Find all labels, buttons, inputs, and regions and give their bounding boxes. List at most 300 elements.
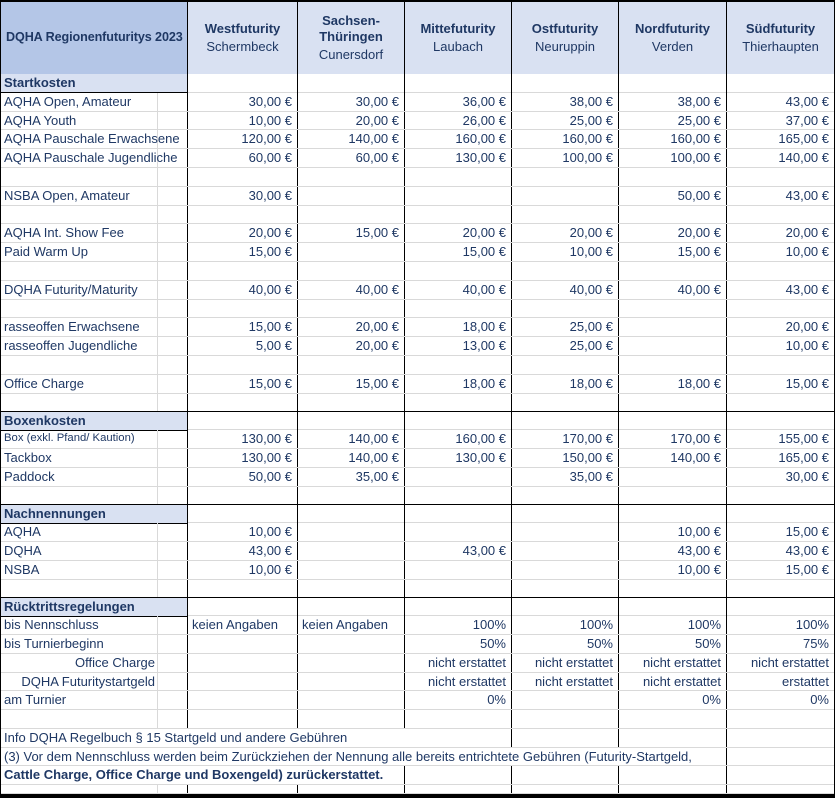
section-empty-cell xyxy=(404,74,511,93)
table-row xyxy=(1,468,834,487)
spacer-cell xyxy=(157,281,187,299)
cell-value: nicht erstattet xyxy=(511,654,618,672)
empty-cell xyxy=(297,262,404,280)
empty-cell xyxy=(618,318,726,336)
table-row xyxy=(1,93,834,112)
table-row xyxy=(1,542,834,561)
empty-cell xyxy=(297,673,404,691)
spacer-cell xyxy=(157,523,187,541)
empty-cell xyxy=(511,785,618,793)
cell-value: 26,00 € xyxy=(404,112,511,130)
empty-cell xyxy=(187,635,297,653)
table-row xyxy=(1,616,834,635)
cell-value: 155,00 € xyxy=(726,430,834,448)
table-row xyxy=(1,430,834,449)
spacer-cell xyxy=(157,112,187,130)
cell-value: 13,00 € xyxy=(404,337,511,355)
section-empty-cell xyxy=(726,598,834,617)
row-label: AQHA Open, Amateur xyxy=(4,93,132,109)
cell-value: 18,00 € xyxy=(511,375,618,393)
spacer-cell xyxy=(157,673,187,691)
spacer-cell xyxy=(157,262,187,280)
spacer-cell xyxy=(157,691,187,709)
spacer-cell xyxy=(157,561,187,579)
cell-value: 43,00 € xyxy=(404,542,511,560)
empty-cell xyxy=(187,710,297,728)
cell-value: 0% xyxy=(726,691,834,709)
empty-cell xyxy=(618,487,726,505)
cell-value: 15,00 € xyxy=(187,375,297,393)
empty-cell xyxy=(297,300,404,318)
cell-value: 40,00 € xyxy=(618,281,726,299)
empty-cell xyxy=(297,785,404,793)
spacer-cell xyxy=(157,206,187,224)
column-name: Sachsen-Thüringen xyxy=(319,13,383,44)
row-label: AQHA Pauschale Jugendliche xyxy=(4,150,178,166)
cell-value: 15,00 € xyxy=(726,561,834,579)
blank-row xyxy=(1,262,834,281)
section-empty-cell xyxy=(187,74,297,93)
empty-cell xyxy=(404,168,511,186)
section-empty-cell xyxy=(187,598,297,617)
cell-value: keien Angaben xyxy=(187,616,297,634)
table-row xyxy=(1,112,834,131)
label-empty-cell xyxy=(1,710,157,728)
cell-value: 5,00 € xyxy=(187,337,297,355)
empty-cell xyxy=(297,394,404,412)
spacer-cell xyxy=(157,449,187,467)
row-label: DQHA Futuritystartgeld xyxy=(21,673,155,689)
empty-cell xyxy=(618,356,726,374)
cell-value: 20,00 € xyxy=(297,318,404,336)
empty-cell xyxy=(404,785,511,793)
empty-cell xyxy=(404,468,511,486)
cell-value: 10,00 € xyxy=(618,561,726,579)
footer-empty-cell xyxy=(726,766,834,784)
cell-value: 20,00 € xyxy=(187,224,297,242)
empty-cell xyxy=(187,206,297,224)
section-empty-cell xyxy=(726,412,834,431)
table-row xyxy=(1,243,834,262)
section-empty-cell xyxy=(297,412,404,431)
cell-value: 160,00 € xyxy=(404,130,511,148)
section-empty-cell xyxy=(297,598,404,617)
cell-value: 30,00 € xyxy=(726,468,834,486)
section-empty-cell xyxy=(187,505,297,524)
empty-cell xyxy=(511,542,618,560)
cell-value: 20,00 € xyxy=(726,224,834,242)
blank-row xyxy=(1,710,834,729)
empty-cell xyxy=(618,580,726,598)
spacer-cell xyxy=(157,337,187,355)
label-empty-cell xyxy=(1,785,157,793)
section-empty-cell xyxy=(511,598,618,617)
column-name: Westfuturity xyxy=(204,21,281,36)
cell-value: 15,00 € xyxy=(726,375,834,393)
cell-value: 20,00 € xyxy=(297,112,404,130)
row-label: Tackbox xyxy=(4,449,52,465)
section-empty-cell xyxy=(618,412,726,431)
table-row xyxy=(1,635,834,654)
empty-cell xyxy=(511,487,618,505)
section-label: Nachnennungen xyxy=(1,505,187,524)
empty-cell xyxy=(511,356,618,374)
row-label: bis Nennschluss xyxy=(4,617,99,633)
spacer-cell xyxy=(157,187,187,205)
cell-value: 10,00 € xyxy=(511,243,618,261)
cell-value: 37,00 € xyxy=(726,112,834,130)
footer-empty-cell xyxy=(618,729,726,747)
cell-value: 15,00 € xyxy=(187,318,297,336)
cell-value: 43,00 € xyxy=(726,93,834,111)
column-name: Nordfuturity xyxy=(634,21,711,36)
empty-cell xyxy=(404,561,511,579)
blank-row xyxy=(1,394,834,413)
table-title: DQHA Regionenfuturitys 2023 xyxy=(1,2,187,74)
table-row xyxy=(1,673,834,692)
section-empty-cell xyxy=(511,505,618,524)
table-row xyxy=(1,281,834,300)
cell-value: 100,00 € xyxy=(511,149,618,167)
column-location: Thierhaupten xyxy=(742,39,819,54)
cell-value: 25,00 € xyxy=(511,112,618,130)
cell-value: 38,00 € xyxy=(511,93,618,111)
empty-cell xyxy=(297,654,404,672)
empty-cell xyxy=(404,487,511,505)
row-label: DQHA Futurity/Maturity xyxy=(4,281,138,297)
cell-value: 25,00 € xyxy=(511,318,618,336)
cell-value: 140,00 € xyxy=(726,149,834,167)
column-header-mittefuturity xyxy=(404,2,511,74)
label-empty-cell xyxy=(1,487,157,505)
section-row-r-cktrittsregelungen xyxy=(1,597,834,616)
blank-row xyxy=(1,168,834,187)
table-row xyxy=(1,337,834,356)
empty-cell xyxy=(187,168,297,186)
footer-note-row xyxy=(1,748,834,767)
cell-value: 36,00 € xyxy=(404,93,511,111)
row-label: Box (exkl. Pfand/ Kaution) xyxy=(4,432,135,445)
column-header-westfuturity xyxy=(187,2,297,74)
blank-row xyxy=(1,300,834,319)
empty-cell xyxy=(404,394,511,412)
empty-cell xyxy=(726,580,834,598)
label-empty-cell xyxy=(1,394,157,412)
footer-note: (3) Vor dem Nennschluss werden beim Zurückziehen der Nennung alle bereits entrichtete Gebühren (Futurity-Startgeld, xyxy=(4,748,692,764)
table-row xyxy=(1,654,834,673)
cell-value: 160,00 € xyxy=(511,130,618,148)
cell-value: 0% xyxy=(404,691,511,709)
label-empty-cell xyxy=(1,168,157,186)
cell-value: 40,00 € xyxy=(404,281,511,299)
spacer-cell xyxy=(157,710,187,728)
cell-value: 35,00 € xyxy=(511,468,618,486)
section-empty-cell xyxy=(297,505,404,524)
cell-value: 30,00 € xyxy=(187,93,297,111)
cell-value: 20,00 € xyxy=(511,224,618,242)
cell-value: 170,00 € xyxy=(511,430,618,448)
section-row-startkosten xyxy=(1,74,834,93)
section-row-nachnennungen xyxy=(1,504,834,523)
spacer-cell xyxy=(157,375,187,393)
footer-empty-cell xyxy=(726,729,834,747)
cell-value: 165,00 € xyxy=(726,130,834,148)
spacer-cell xyxy=(157,580,187,598)
column-header-sachsen-th-ringen xyxy=(297,2,404,74)
empty-cell xyxy=(297,168,404,186)
empty-cell xyxy=(511,168,618,186)
table-row xyxy=(1,130,834,149)
row-label: bis Turnierbeginn xyxy=(4,635,104,651)
cell-value: 25,00 € xyxy=(511,337,618,355)
footer-note-row xyxy=(1,766,834,785)
section-label: Boxenkosten xyxy=(1,412,187,431)
empty-cell xyxy=(511,394,618,412)
empty-cell xyxy=(404,580,511,598)
empty-cell xyxy=(618,262,726,280)
cell-value: 40,00 € xyxy=(187,281,297,299)
blank-row xyxy=(1,356,834,375)
empty-cell xyxy=(187,580,297,598)
empty-cell xyxy=(726,394,834,412)
table-row xyxy=(1,318,834,337)
cell-value: 40,00 € xyxy=(297,281,404,299)
empty-cell xyxy=(511,523,618,541)
column-name: Mittefuturity xyxy=(420,21,496,36)
cell-value: 120,00 € xyxy=(187,130,297,148)
empty-cell xyxy=(726,206,834,224)
cell-value: 15,00 € xyxy=(618,243,726,261)
spacer-cell xyxy=(157,394,187,412)
empty-cell xyxy=(511,187,618,205)
table-row xyxy=(1,187,834,206)
empty-cell xyxy=(187,673,297,691)
cell-value: 140,00 € xyxy=(297,430,404,448)
cell-value: erstattet xyxy=(726,673,834,691)
spacer-cell xyxy=(157,542,187,560)
empty-cell xyxy=(187,300,297,318)
empty-cell xyxy=(404,206,511,224)
footer-empty-cell xyxy=(618,766,726,784)
empty-cell xyxy=(297,187,404,205)
cell-value: 130,00 € xyxy=(404,449,511,467)
section-empty-cell xyxy=(618,505,726,524)
empty-cell xyxy=(618,785,726,793)
cell-value: 140,00 € xyxy=(297,449,404,467)
footer-empty-cell xyxy=(404,766,511,784)
table-body xyxy=(1,74,834,794)
spacer-cell xyxy=(157,487,187,505)
section-row-boxenkosten xyxy=(1,411,834,430)
empty-cell xyxy=(404,187,511,205)
row-label: rasseoffen Jugendliche xyxy=(4,338,138,354)
cell-value: nicht erstattet xyxy=(618,673,726,691)
empty-cell xyxy=(297,487,404,505)
cell-value: 160,00 € xyxy=(404,430,511,448)
empty-cell xyxy=(187,654,297,672)
empty-cell xyxy=(511,206,618,224)
empty-cell xyxy=(404,710,511,728)
cell-value: 140,00 € xyxy=(297,130,404,148)
row-label: Paddock xyxy=(4,468,55,484)
empty-cell xyxy=(187,394,297,412)
empty-cell xyxy=(726,356,834,374)
empty-cell xyxy=(726,710,834,728)
empty-cell xyxy=(297,710,404,728)
label-empty-cell xyxy=(1,206,157,224)
cell-value: 20,00 € xyxy=(726,318,834,336)
empty-cell xyxy=(187,487,297,505)
cell-value: 165,00 € xyxy=(726,449,834,467)
spacer-cell xyxy=(157,785,187,793)
empty-cell xyxy=(726,300,834,318)
cell-value: 100% xyxy=(511,616,618,634)
empty-cell xyxy=(511,691,618,709)
table-row xyxy=(1,449,834,468)
row-label: am Turnier xyxy=(4,692,67,708)
cell-value: 60,00 € xyxy=(297,149,404,167)
empty-cell xyxy=(726,785,834,793)
table-row xyxy=(1,224,834,243)
spacer-cell xyxy=(157,356,187,374)
cell-value: 10,00 € xyxy=(187,523,297,541)
empty-cell xyxy=(726,262,834,280)
blank-row xyxy=(1,206,834,225)
cell-value: 170,00 € xyxy=(618,430,726,448)
row-label: rasseoffen Erwachsene xyxy=(4,319,140,335)
row-label: NSBA xyxy=(4,561,40,577)
cell-value: 50,00 € xyxy=(618,187,726,205)
empty-cell xyxy=(297,580,404,598)
empty-cell xyxy=(511,710,618,728)
empty-cell xyxy=(618,168,726,186)
section-empty-cell xyxy=(187,412,297,431)
column-location: Neuruppin xyxy=(535,39,595,54)
cell-value: 50% xyxy=(618,635,726,653)
cell-value: 15,00 € xyxy=(187,243,297,261)
table-row xyxy=(1,375,834,394)
empty-cell xyxy=(618,394,726,412)
cell-value: 150,00 € xyxy=(511,449,618,467)
cell-value: 100% xyxy=(618,616,726,634)
cell-value: 130,00 € xyxy=(187,449,297,467)
spacer-cell xyxy=(157,318,187,336)
spacer-cell xyxy=(157,654,187,672)
cell-value: 43,00 € xyxy=(726,187,834,205)
cell-value: 140,00 € xyxy=(618,449,726,467)
section-empty-cell xyxy=(726,74,834,93)
spacer-cell xyxy=(157,635,187,653)
cell-value: 100% xyxy=(726,616,834,634)
empty-cell xyxy=(511,300,618,318)
empty-cell xyxy=(618,300,726,318)
cell-value: nicht erstattet xyxy=(726,654,834,672)
blank-row xyxy=(1,580,834,599)
column-location: Cunersdorf xyxy=(318,47,384,62)
spacer-cell xyxy=(157,168,187,186)
empty-cell xyxy=(187,356,297,374)
spacer-cell xyxy=(157,243,187,261)
cell-value: 43,00 € xyxy=(187,542,297,560)
cell-value: nicht erstattet xyxy=(404,654,511,672)
table-bottom-border xyxy=(1,794,834,798)
empty-cell xyxy=(297,542,404,560)
cell-value: 15,00 € xyxy=(404,243,511,261)
cell-value: 43,00 € xyxy=(726,281,834,299)
empty-cell xyxy=(297,206,404,224)
column-header-ostfuturity xyxy=(511,2,618,74)
blank-row xyxy=(1,785,834,794)
cell-value: 18,00 € xyxy=(618,375,726,393)
cell-value: 10,00 € xyxy=(726,337,834,355)
column-location: Laubach xyxy=(433,39,483,54)
label-empty-cell xyxy=(1,300,157,318)
spacer-cell xyxy=(157,93,187,111)
table-row xyxy=(1,561,834,580)
empty-cell xyxy=(297,691,404,709)
cell-value: 130,00 € xyxy=(404,149,511,167)
empty-cell xyxy=(618,206,726,224)
row-label: AQHA Pauschale Erwachsene xyxy=(4,131,180,147)
empty-cell xyxy=(404,356,511,374)
empty-cell xyxy=(187,691,297,709)
section-empty-cell xyxy=(511,74,618,93)
empty-cell xyxy=(297,561,404,579)
footer-empty-cell xyxy=(726,748,834,766)
cell-value: 20,00 € xyxy=(404,224,511,242)
footer-empty-cell xyxy=(511,729,618,747)
cell-value: nicht erstattet xyxy=(404,673,511,691)
cell-value: 60,00 € xyxy=(187,149,297,167)
cell-value: 43,00 € xyxy=(726,542,834,560)
row-label: Office Charge xyxy=(75,654,155,670)
section-empty-cell xyxy=(297,74,404,93)
empty-cell xyxy=(726,487,834,505)
header-row xyxy=(1,0,834,74)
column-location: Verden xyxy=(651,39,694,54)
section-empty-cell xyxy=(404,598,511,617)
empty-cell xyxy=(297,523,404,541)
section-label: Rücktrittsregelungen xyxy=(1,598,187,617)
cell-value: 160,00 € xyxy=(618,130,726,148)
column-name: Ostfuturity xyxy=(531,21,599,36)
spacer-cell xyxy=(157,224,187,242)
row-label: DQHA xyxy=(4,542,42,558)
column-location: Schermbeck xyxy=(206,39,279,54)
table-row xyxy=(1,523,834,542)
cell-value: 20,00 € xyxy=(618,224,726,242)
section-empty-cell xyxy=(618,598,726,617)
cell-value: 18,00 € xyxy=(404,318,511,336)
table-row xyxy=(1,691,834,710)
spacer-cell xyxy=(157,300,187,318)
cell-value: 15,00 € xyxy=(726,523,834,541)
cell-value: 10,00 € xyxy=(187,112,297,130)
empty-cell xyxy=(618,468,726,486)
empty-cell xyxy=(511,262,618,280)
empty-cell xyxy=(187,262,297,280)
section-empty-cell xyxy=(511,412,618,431)
column-name: Südfuturity xyxy=(745,21,816,36)
spacer-cell xyxy=(157,468,187,486)
empty-cell xyxy=(404,300,511,318)
column-header-s-dfuturity xyxy=(726,2,834,74)
cell-value: 25,00 € xyxy=(618,112,726,130)
label-empty-cell xyxy=(1,356,157,374)
cell-value: 35,00 € xyxy=(297,468,404,486)
cell-value: keien Angaben xyxy=(297,616,404,634)
cell-value: 10,00 € xyxy=(726,243,834,261)
